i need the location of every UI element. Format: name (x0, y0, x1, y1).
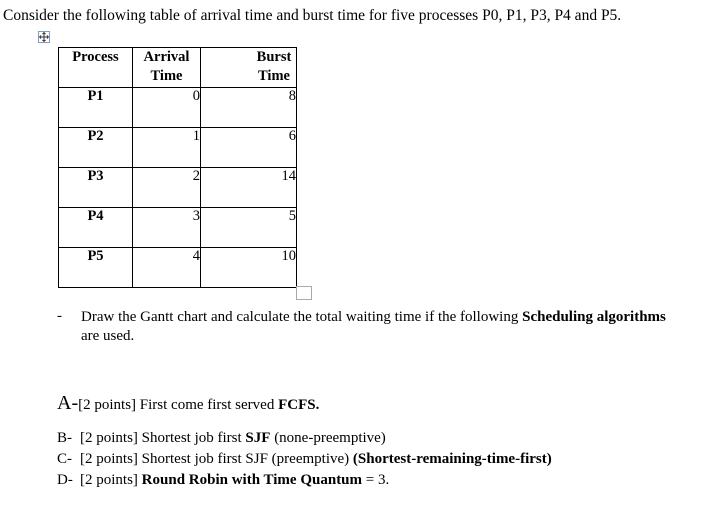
header-burst-time-text: Burst Time (256, 49, 292, 84)
question-d-after: = 3. (362, 472, 390, 488)
question-d-bold: Round Robin with Time Quantum (141, 472, 363, 488)
table-resize-handle[interactable] (296, 286, 312, 300)
table-row (59, 208, 297, 248)
question-c-bold: (Shortest-remaining-time-first) (352, 451, 552, 467)
intro-text: Consider the following table of arrival time and burst time for five processes P0, P1, P3, P4 and P5. (3, 7, 622, 24)
question-a-text: [2 points] First come first served (78, 397, 279, 413)
question-c (57, 451, 552, 468)
question-d-text: [2 points] (80, 472, 142, 488)
question-b-text: [2 points] Shortest job first (80, 430, 246, 446)
process-cell (59, 128, 133, 168)
instruction-text: Draw the Gantt chart and calculate the total waiting time if the following (81, 309, 523, 325)
process-cell (59, 168, 133, 208)
question-c-text: [2 points] Shortest job first SJF (preemptive) (80, 451, 353, 467)
question-c-label: C- (57, 451, 72, 467)
table-row (59, 128, 297, 168)
question-d (57, 472, 389, 489)
process-name: P3 (87, 168, 104, 184)
table-row (59, 248, 297, 288)
arrival-cell: 2 (133, 168, 201, 208)
question-d-label: D- (57, 472, 73, 488)
instruction-text-end: are used. (81, 328, 135, 344)
arrival-cell: 3 (133, 208, 201, 248)
burst-cell: 5 (201, 208, 297, 248)
burst-cell: 10 (201, 248, 297, 288)
bullet-dash: - (57, 308, 62, 324)
arrival-cell: 4 (133, 248, 201, 288)
header-arrival-time-text: Arrival Time (143, 49, 190, 84)
process-cell (59, 208, 133, 248)
arrival-cell: 0 (133, 88, 201, 128)
process-cell (59, 88, 133, 128)
question-b-after: (none-preemptive) (270, 430, 386, 446)
header-burst-time (201, 48, 297, 88)
question-a (57, 392, 319, 415)
header-process: Process (59, 48, 133, 88)
arrival-cell: 1 (133, 128, 201, 168)
burst-cell: 14 (201, 168, 297, 208)
process-cell (59, 248, 133, 288)
question-a-label: A- (57, 392, 79, 414)
process-name: P2 (87, 128, 104, 144)
burst-cell: 8 (201, 88, 297, 128)
header-arrival-time (133, 48, 201, 88)
table-move-handle-icon[interactable] (38, 31, 50, 43)
table-row (59, 168, 297, 208)
process-name: P5 (87, 248, 104, 264)
question-b-bold: SJF (245, 430, 271, 446)
process-name: P1 (87, 88, 104, 104)
instruction-bold: Scheduling algorithms (522, 309, 666, 325)
question-a-bold: FCFS. (278, 397, 320, 413)
table-row (59, 88, 297, 128)
process-table (58, 47, 297, 288)
table-header-row (59, 48, 297, 88)
burst-cell: 6 (201, 128, 297, 168)
instruction-paragraph (81, 308, 681, 346)
question-b (57, 430, 386, 447)
process-name: P4 (87, 208, 104, 224)
question-b-label: B- (57, 430, 72, 446)
